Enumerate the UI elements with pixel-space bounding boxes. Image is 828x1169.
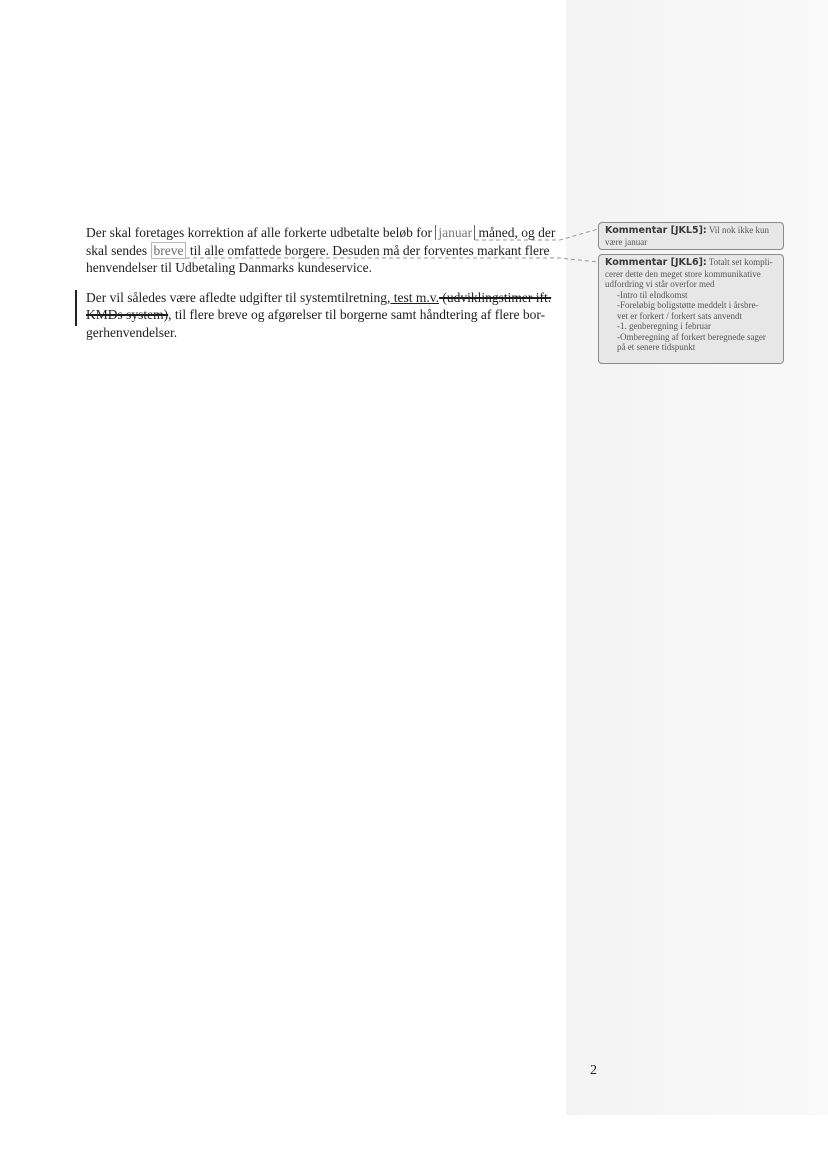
- comment-text: Vil nok ikke kun: [708, 225, 770, 235]
- comment-text: -Intro til eIndkomst: [617, 289, 688, 300]
- comment-balloon-jkl6[interactable]: [598, 254, 784, 364]
- comment-text: -Omberegning af forkert beregnede sager: [617, 331, 766, 342]
- comment-text: -Foreløbig boligstøtte meddelt i årsbre-: [617, 300, 759, 310]
- inserted-text: , test m.v.: [387, 289, 440, 305]
- comment-anchor-breve[interactable]: breve: [151, 242, 187, 259]
- paragraph-1-line-2: skal sendes breve til alle omfattede borgere. Desuden må der forventes markant flere: [86, 242, 550, 258]
- page-number: 2: [590, 1063, 597, 1078]
- comment-author-label: Kommentar [JKL5]:: [605, 225, 707, 236]
- comment-margin-pane: [566, 0, 828, 1115]
- paragraph-2-line-2: KMDs system), til flere breve og afgørelser til borgerne samt håndtering af flere bor-: [86, 307, 546, 322]
- paragraph-2-line-1: Der vil således være afledte udgifter til systemtilretning, test m.v. (udviklingstimer ift.: [86, 289, 552, 305]
- paragraph-1-line-3: henvendelser til Udbetaling Danmarks kundeservice.: [86, 260, 373, 275]
- paragraph-2: [86, 289, 556, 342]
- paragraph-1: [86, 224, 556, 277]
- document-body: [86, 224, 556, 353]
- comment-author-label: Kommentar [JKL6]:: [605, 257, 707, 268]
- comment-text: -1. genberegning i februar: [617, 321, 711, 331]
- comment-anchor-januar[interactable]: januar: [435, 225, 475, 240]
- comment-text: udfordring vi står overfor med: [605, 279, 715, 289]
- comment-text: vet er forkert / forkert sats anvendt: [617, 310, 742, 321]
- paragraph-1-line-1: Der skal foretages korrektion af alle forkerte udbetalte beløb for januar måned, og der: [86, 225, 556, 240]
- comment-text: Totalt set kompli-: [708, 257, 773, 267]
- paragraph-2-line-3: gerhenvendelser.: [86, 324, 178, 340]
- comment-text: være januar: [605, 236, 648, 247]
- change-bar: [75, 290, 77, 326]
- comment-text: cerer dette den meget store kommunikative: [605, 268, 761, 279]
- comment-balloon-jkl5[interactable]: [598, 222, 784, 250]
- deleted-text: KMDs system): [86, 307, 169, 322]
- comment-text: på et senere tidspunkt: [617, 342, 696, 352]
- deleted-text: (udviklingstimer ift.: [439, 289, 552, 305]
